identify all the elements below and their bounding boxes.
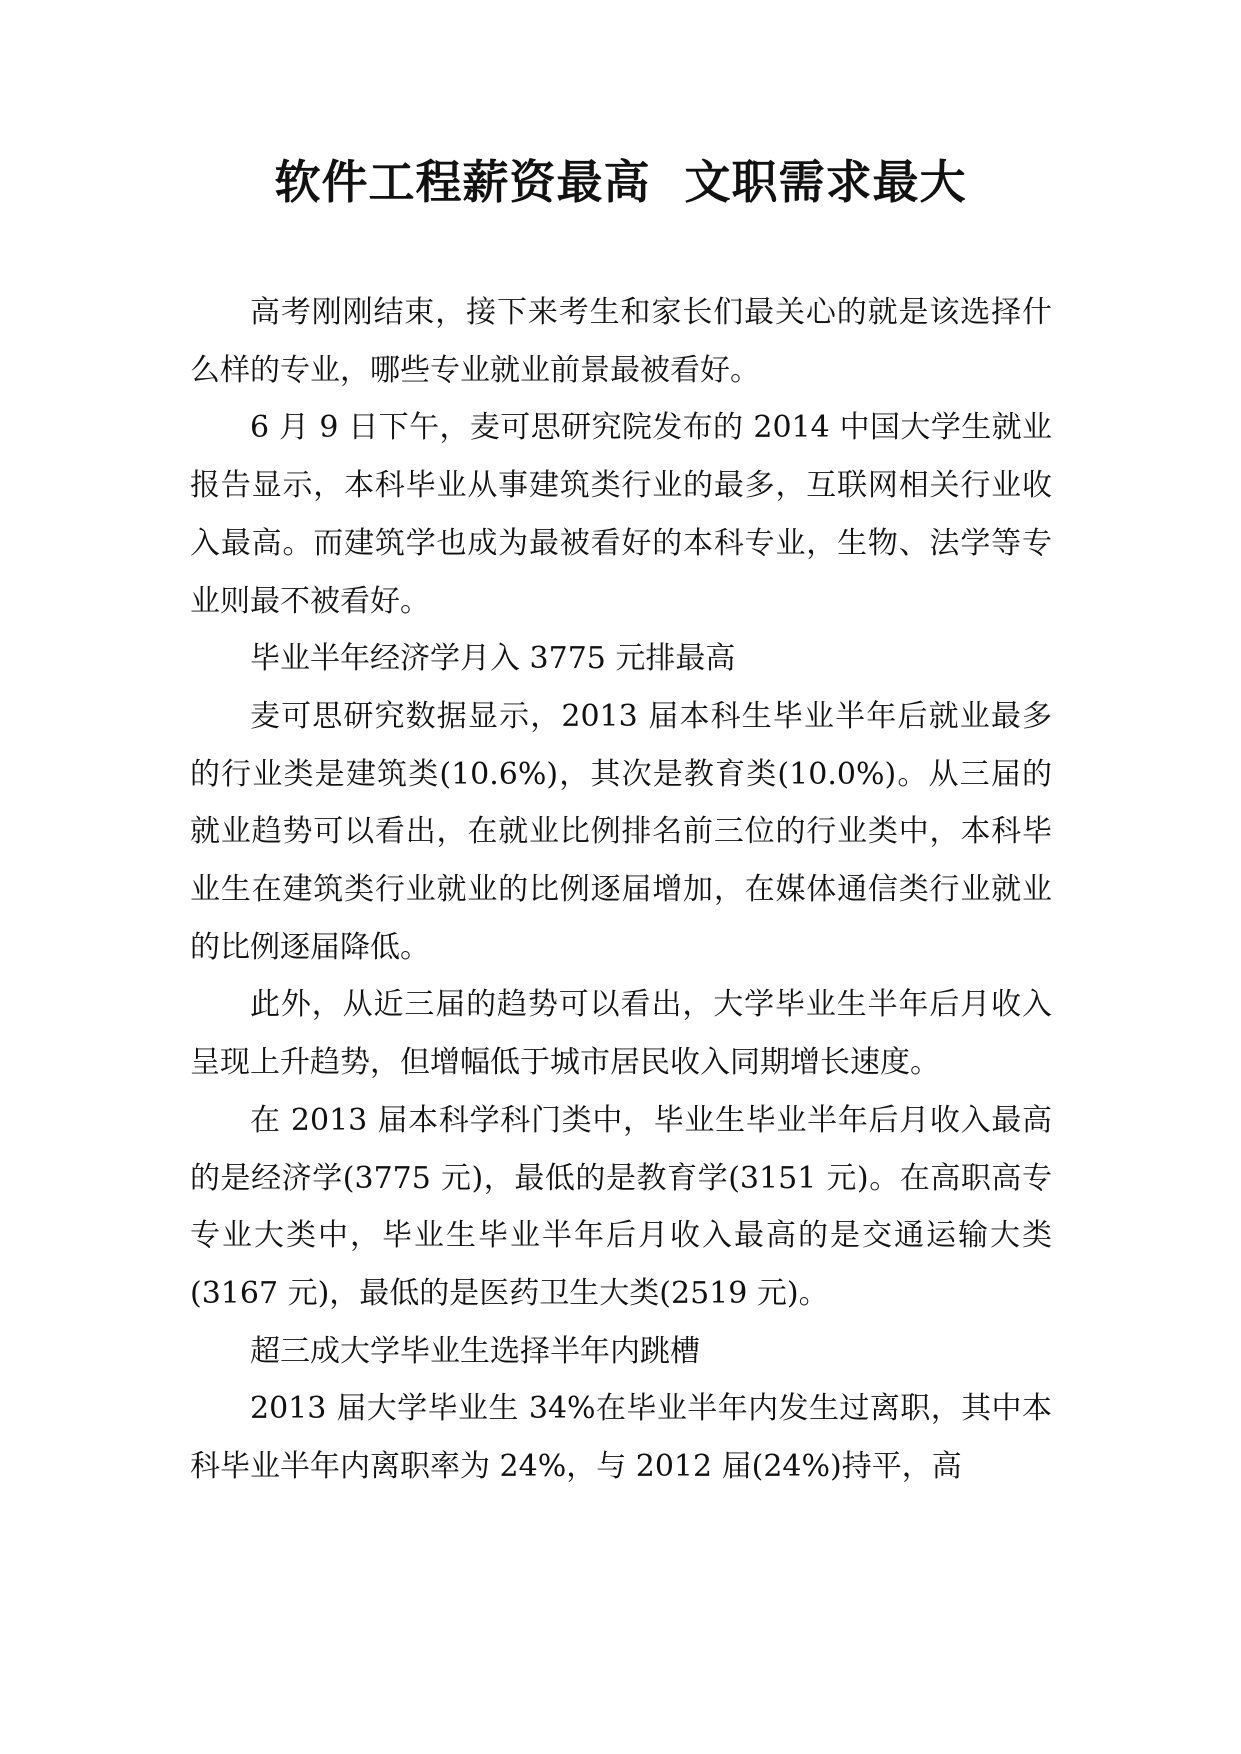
paragraph-income-trend: 此外，从近三届的趋势可以看出，大学毕业生半年后月收入呈现上升趋势，但增幅低于城市居民收入同期增长速度。 (190, 987, 1052, 1081)
article-body (190, 284, 1052, 1496)
paragraph-intro: 高考刚刚结束，接下来考生和家长们最关心的就是该选择什么样的专业，哪些专业就业前景最被看好。 (190, 295, 1052, 388)
paragraph-turnover-rate: 2013 届大学毕业生 34%在毕业半年内发生过离职，其中本科毕业半年内离职率为 24%，与 2012 届(24%)持平，高 (190, 1391, 1052, 1485)
article-title: 软件工程薪资最高 文职需求最大 (274, 155, 967, 209)
paragraph-income-by-discipline: 在 2013 届本科学科门类中，毕业生毕业半年后月收入最高的是经济学(3775 元)，最低的是教育学(3151 元)。在高职高专专业大类中，毕业生毕业半年后月收入最高的是交通运输大类(3167 元)，最低的是医药卫生大类(2519 元)。 (190, 1102, 1052, 1311)
paragraph-report-release: 6 月 9 日下午，麦可思研究院发布的 2014 中国大学生就业报告显示，本科毕业从事建筑类行业的最多，互联网相关行业收入最高。而建筑学也成为最被看好的本科专业，生物、法学等专业则最不被看好。 (190, 410, 1052, 619)
subheading-job-hopping: 超三成大学毕业生选择半年内跳槽 (250, 1333, 700, 1369)
paragraph-industry-employment: 麦可思研究数据显示，2013 届本科生毕业半年后就业最多的行业类是建筑类(10.6%)，其次是教育类(10.0%)。从三届的就业趋势可以看出，在就业比例排名前三位的行业类中，本科毕业生在建筑类行业就业的比例逐届增加，在媒体通信类行业就业的比例逐届降低。 (190, 698, 1052, 965)
subheading-economics-income: 毕业半年经济学月入 3775 元排最高 (250, 641, 736, 677)
